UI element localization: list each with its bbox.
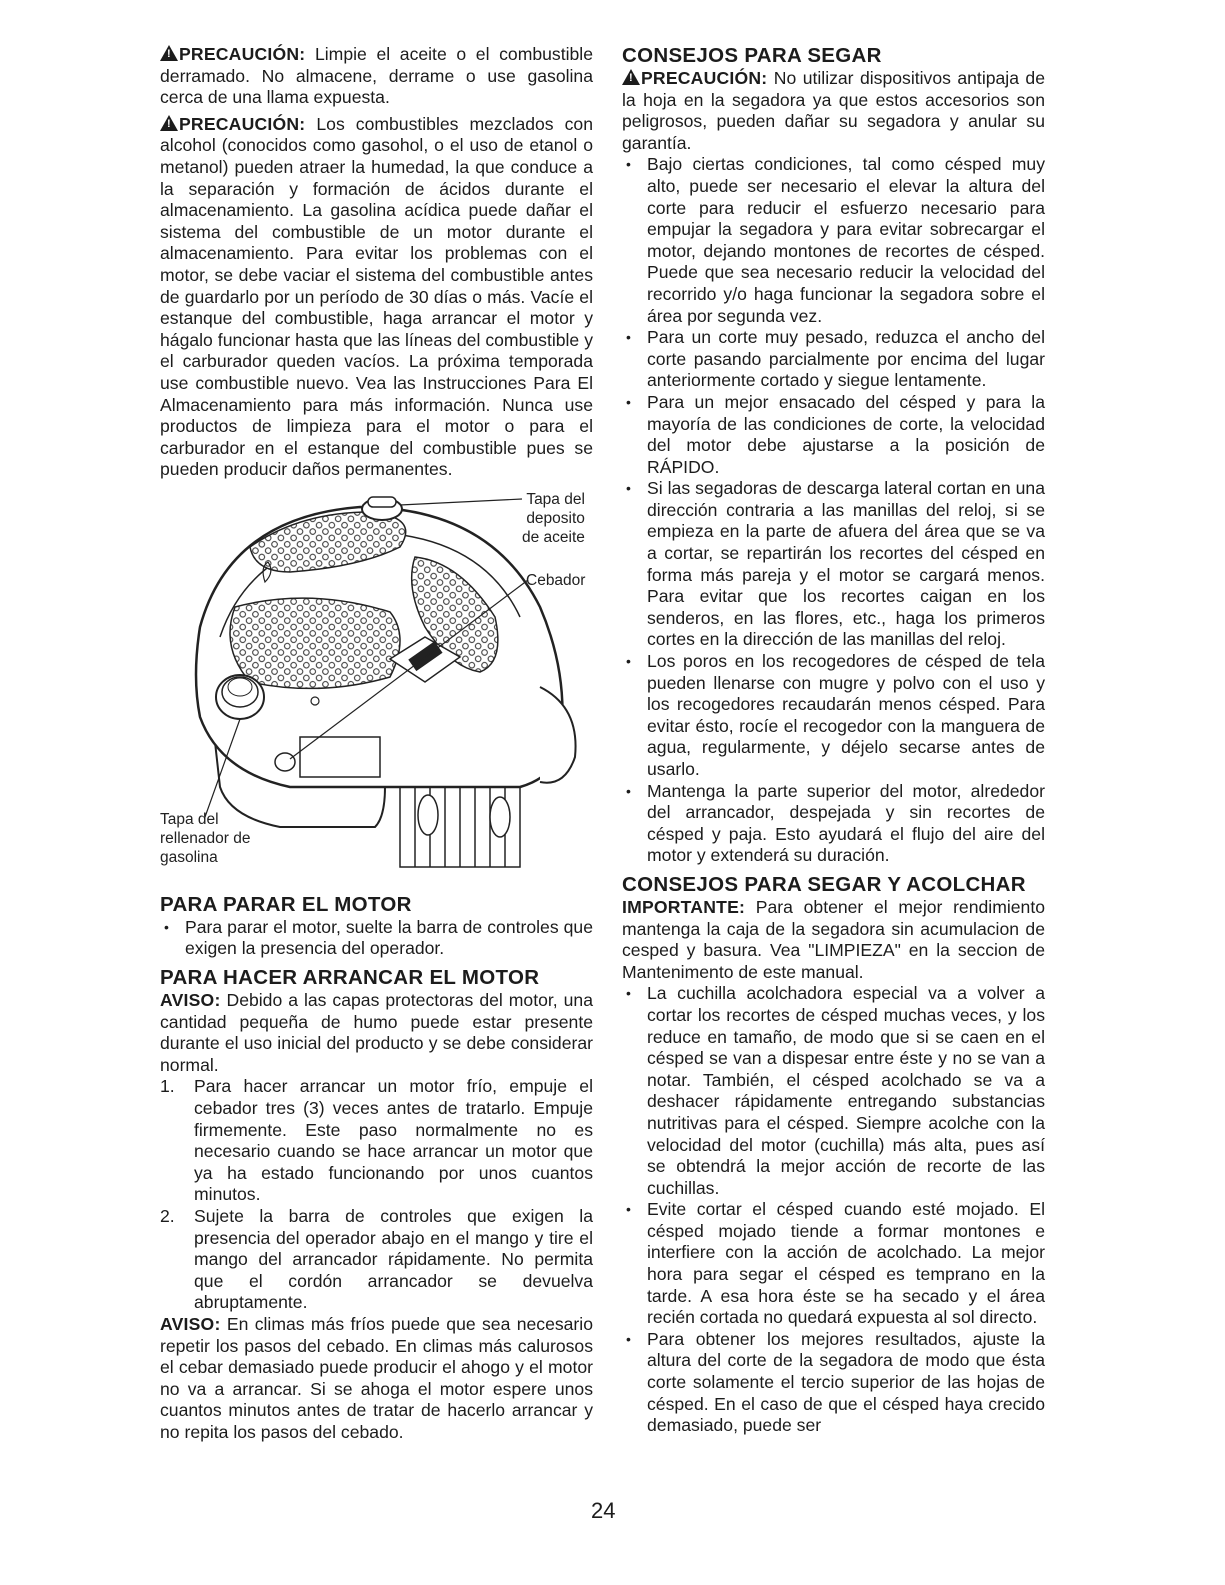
list-item: • Para obtener los mejores resultados, ajuste la altura del corte de la segadora de modo que ésta corte solamente el tercio superior de las hojas de césped. En el caso de que el césped haya crecido demasiado, puede ser [622,1329,1045,1437]
list-item: • Si las segadoras de descarga lateral cortan en una dirección contraria a las manillas del reloj, si se empieza en la parte de afuera del área que se va a cortar, se repartirán los recortes del césped en forma más pareja y el motor se cargará menos. Para evitar que los recortes caigan en los senderos, en las flores, etc., haga los primeros cortes en la dirección de las manillas del reloj. [622,478,1045,651]
caution-paragraph-1 [160,44,593,109]
step-number: 2. [160,1206,175,1226]
step-text: Para hacer arrancar un motor frío, empuje el cebador tres (3) veces antes de tratarlo. Empuje firmemente. Este paso normalmente no es necesario cuando se hace arrancar un motor que ya ha estado funcionando por unos cuantos minutos. [194,1076,593,1205]
list-item: • Para un corte muy pesado, reduzca el ancho del corte pasando parcialmente por encima del lugar anteriormente cortado y siegue lentamente. [622,327,1045,392]
left-column [160,44,593,1444]
callout-primer: Cebador [526,571,586,589]
important-paragraph [622,897,1045,983]
mulching-tips-list [622,983,1045,1436]
list-item: • Mantenga la parte superior del motor, alrededor del arrancador, despejada y sin recortes de césped y paja. Esto ayudará el flujo del aire del motor y extenderá su duración. [622,781,1045,867]
stop-engine-list [160,917,593,960]
list-item: • Evite cortar el césped cuando esté mojado. El césped mojado tiende a formar montones e interfiere con la acción de acolchado. La mejor hora para segar el césped es temprano en la tarde. A esa hora éste se ha secado y el área recién cortada no quedará expuesta al sol directo. [622,1199,1045,1329]
mowing-tips-list [622,154,1045,867]
caution-label: PRECAUCIÓN: [179,113,306,134]
list-item: • Para parar el motor, suelte la barra de controles que exigen la presencia del operador. [160,917,593,960]
notice-text: Debido a las capas protectoras del motor, una cantidad pequeña de humo puede estar presente durante el uso inicial del producto y se debe considerar normal. [160,990,593,1075]
important-text: Para obtener el mejor rendimiento mantenga la caja de la segadora sin acumulacion de cesped y basura. Vea "LIMPIEZA" en la seccion de Mantenimento de este manual. [622,896,1045,982]
start-steps-list [160,1076,593,1314]
caution-text: Limpie el aceite o el combustible derramado. No almacene, derrame o use gasolina cerca de una llama expuesta. [160,44,593,108]
start-engine-heading: PARA HACER ARRANCAR EL MOTOR [160,966,540,990]
notice-paragraph-2 [160,1314,593,1444]
caution-text: No utilizar dispositivos antipaja de la hoja en la segadora ya que estos accesorios son peligrosos, pueden dañar su segadora y anular su garantía. [622,68,1045,153]
notice-text: En climas más fríos puede que sea necesario repetir los pasos del cebado. En climas más calurosos el cebar demasiado puede producir el ahogo y el motor no va a arrancar. Si se ahoga el motor espere unos cuantos minutos antes de tratar de hacerlo arrancar y no repita los pasos del cebado. [160,1313,593,1442]
caution-paragraph-2 [160,114,593,481]
notice-label: AVISO: [160,990,221,1011]
list-item: • Los poros en los recogedores de césped de tela pueden llenarse con mugre y polvo con el uso y los recogedores recaudarán menos césped. Para evitar ésto, rocíe el recogedor con la manguera de agua, regularmente, y déjelo secarse antes de usarlo. [622,651,1045,781]
page-number: 24 [591,1498,616,1523]
important-label: IMPORTANTE: [622,896,746,917]
mowing-tips-heading: CONSEJOS PARA SEGAR [622,44,882,67]
caution-label: PRECAUCIÓN: [641,68,768,88]
list-item [160,1076,593,1206]
caution-paragraph-3 [622,68,1045,154]
list-item: • Para un mejor ensacado del césped y para la mayoría de las condiciones de corte, la velocidad del motor debe ajustarse a la posición de RÁPIDO. [622,392,1045,478]
warning-triangle-icon [160,45,178,61]
list-item: • La cuchilla acolchadora especial va a volver a cortar los recortes de césped muchas veces, y los reduce en tamaño, de modo que si se caen en el césped se van a dispesar entre éste y no se van a notar. También, el césped acolchado se va a deshacer rápidamente entregando substancias nutritivas para el césped. Siempre acolche con la velocidad del motor (cuchilla) más alta, pues así se obtendrá la mejor acción de recorte de las cuchillas. [622,983,1045,1199]
warning-triangle-icon [622,69,640,85]
list-item [160,1206,593,1314]
engine-figure [160,487,593,887]
notice-paragraph-1 [160,990,593,1076]
caution-label: PRECAUCIÓN: [179,44,306,64]
callout-fuel-cap: Tapa del rellenador de gasolina [160,810,251,866]
list-item: • Bajo ciertas condiciones, tal como césped muy alto, puede ser necesario el elevar la altura del corte para reducir el esfuerzo necesario para empujar la segadora y para evitar sobrecargar el motor, dejando montones de recortes de césped. Puede que sea necesario reducir la velocidad del recorrido y/o haga funcionar la segadora sobre el área por segunda vez. [622,154,1045,327]
notice-label: AVISO: [160,1313,221,1334]
caution-text: Los combustibles mezclados con alcohol (conocidos como gasohol, o el uso de etanol o metanol) pueden atraer la humedad, la que conduce a la separación y formación de ácidos durante el almacenamiento. La gasolina acídica puede dañar el sistema del combustible de un motor durante el almacenamiento. Para evitar los problemas con el motor, se debe vaciar el sistema del combustible antes de guardarlo por un período de 30 días o más. Vacíe el estanque del combustible, haga arrancar el motor y hágalo funcionar hasta que las líneas del combustible y el carburador queden vacíos. La próxima temporada use combustible nuevo. Vea las Instrucciones Para El Almacenamiento para más información. Nunca use productos de limpieza para el motor o para el carburador en el estanque del combustible pues se pueden producir daños permanentes. [160,113,593,480]
callout-oil-cap: Tapa del deposito de aceite [522,490,585,546]
mulching-tips-heading: CONSEJOS PARA SEGAR Y ACOLCHAR [622,872,1026,896]
step-number: 1. [160,1076,175,1097]
step-text: Sujete la barra de controles que exigen la presencia del operador abajo en el mango y tire el mango del arrancador rápidamente. No permita que el cordón arrancador se devuelva abruptamente. [194,1206,593,1313]
stop-engine-heading: PARA PARAR EL MOTOR [160,892,412,916]
right-column [622,44,1045,1437]
warning-triangle-icon [160,115,178,131]
